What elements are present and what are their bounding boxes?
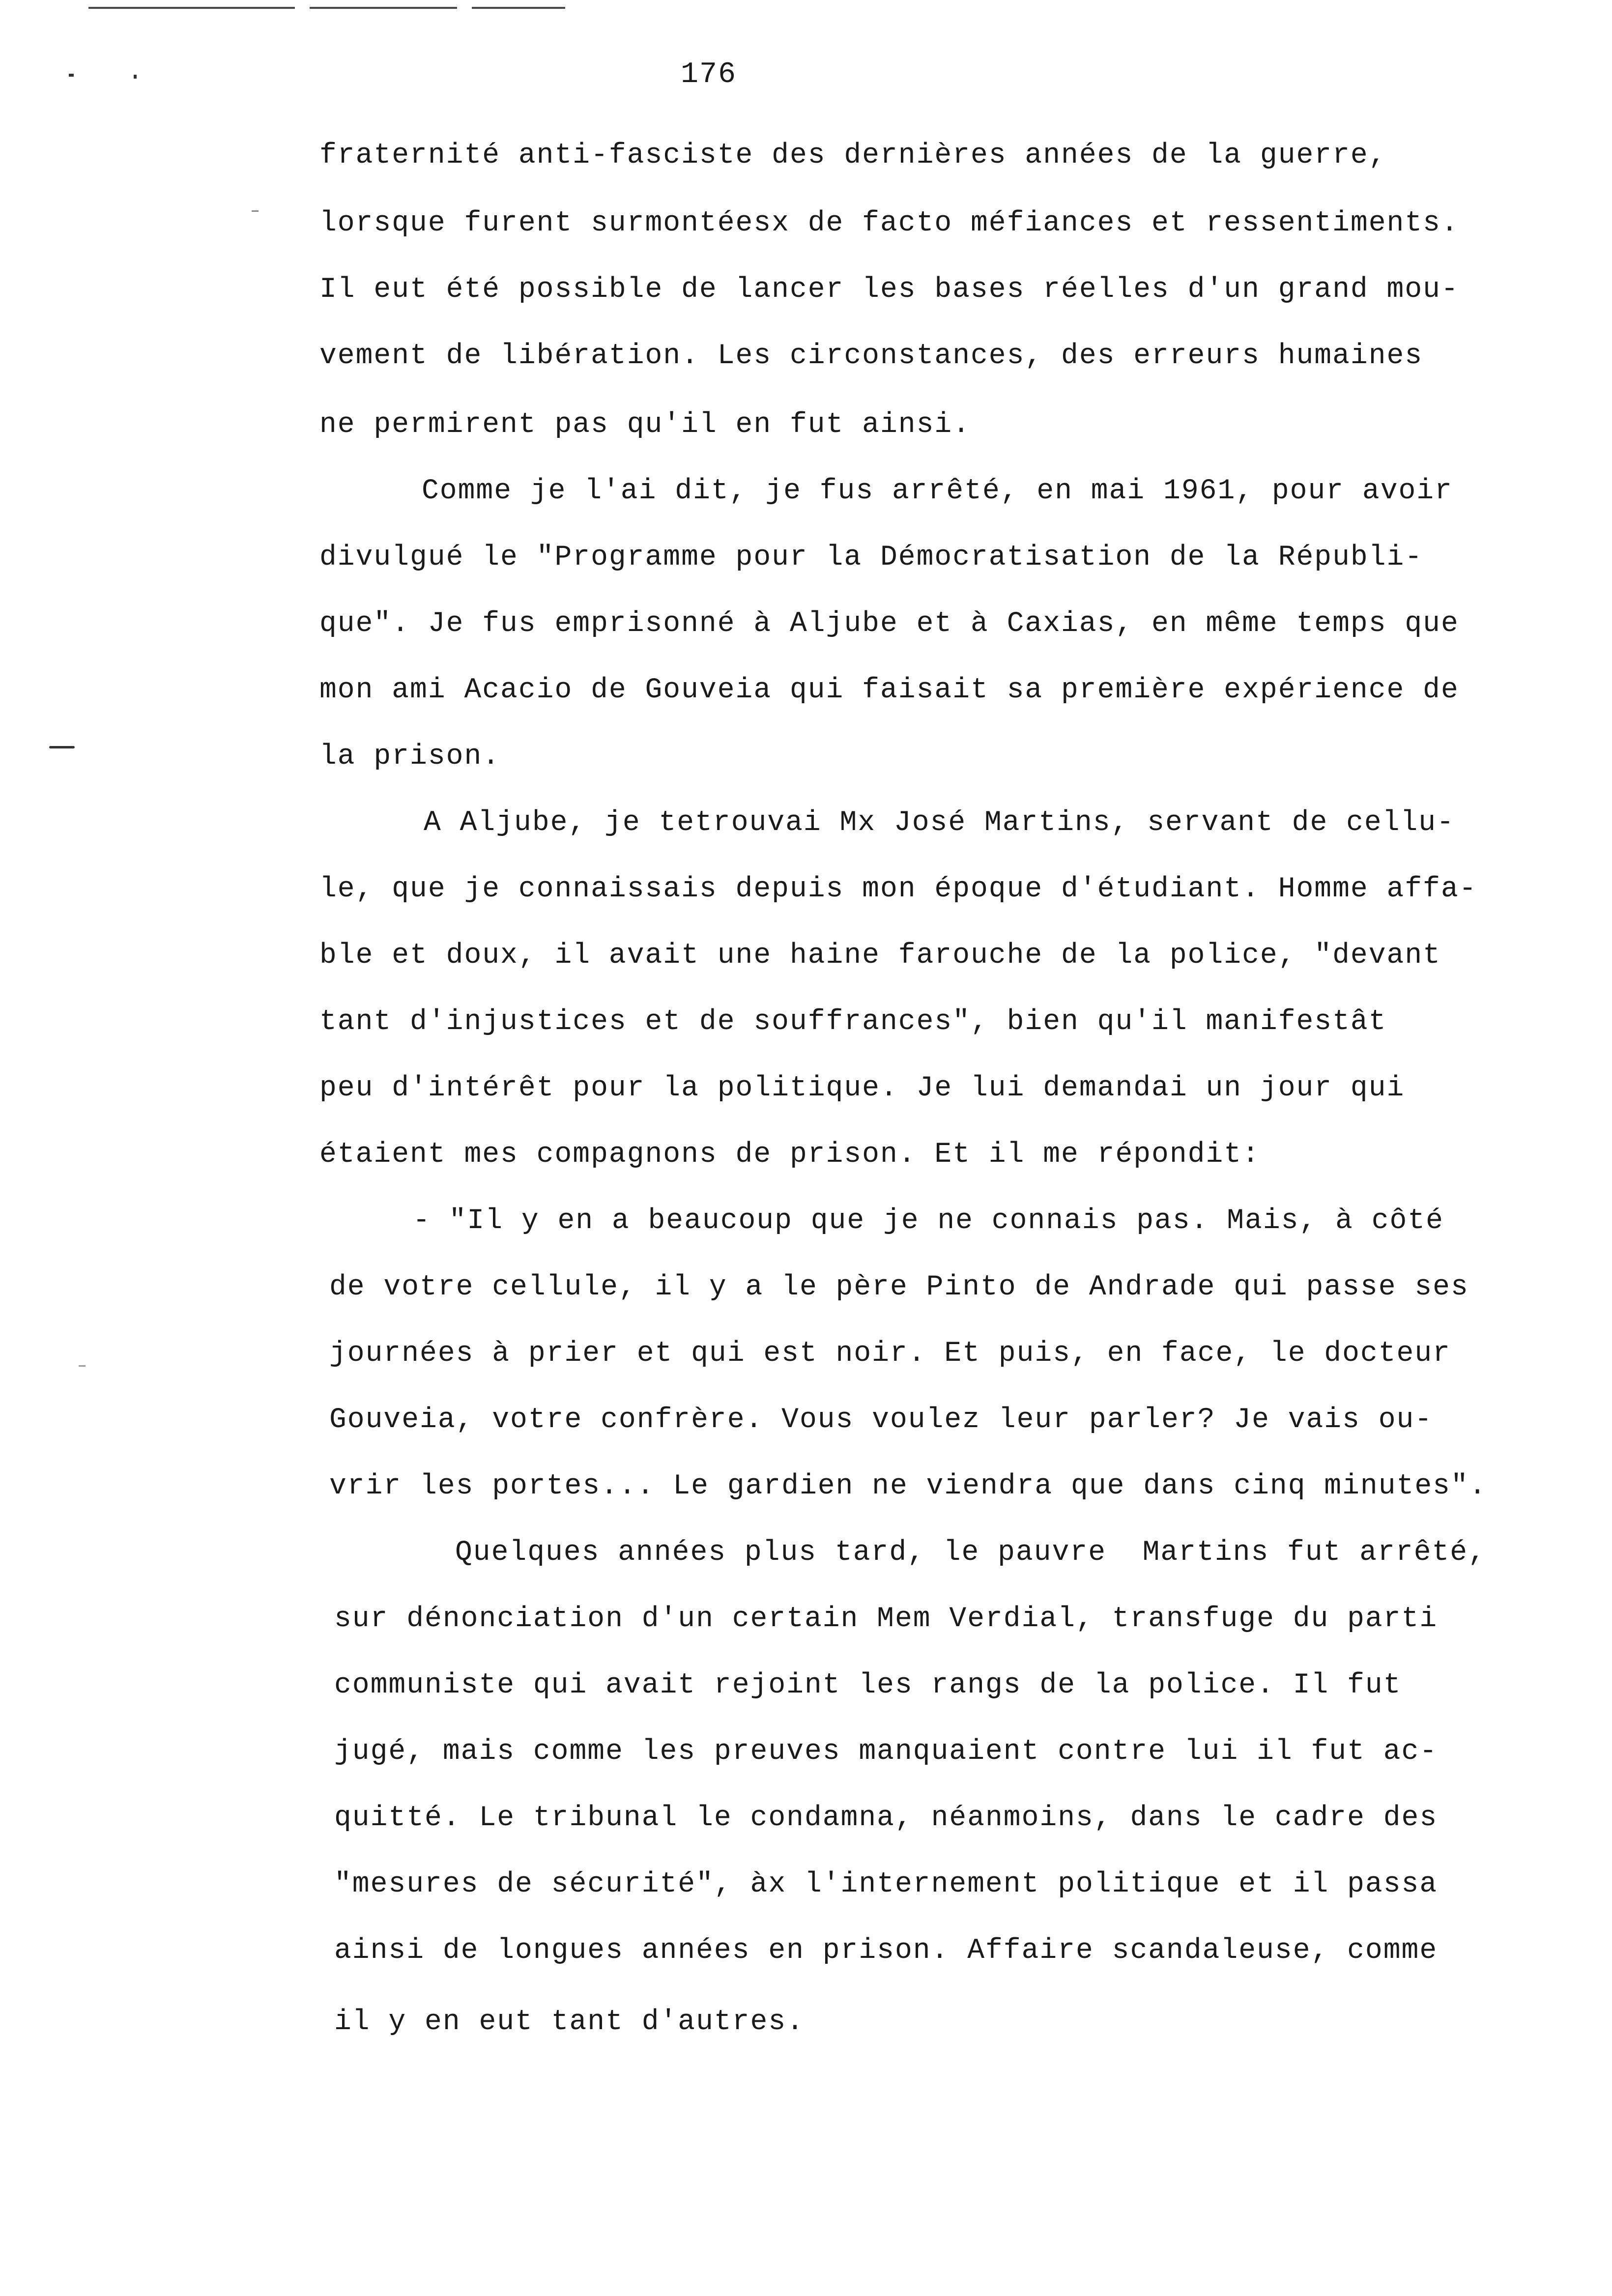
text-line: peu d'intérêt pour la politique. Je lui demandai un jour qui <box>319 1072 1405 1104</box>
text-line: vrir les portes... Le gardien ne viendra que dans cinq minutes". <box>329 1470 1487 1502</box>
text-line: ainsi de longues années en prison. Affaire scandaleuse, comme <box>334 1935 1438 1967</box>
text-line: que". Je fus emprisonné à Aljube et à Caxias, en même temps que <box>319 608 1459 640</box>
margin-mark <box>134 75 137 79</box>
text-line: mon ami Acacio de Gouveia qui faisait sa première expérience de <box>319 674 1459 706</box>
text-line: divulgué le "Programme pour la Démocratisation de la Républi- <box>319 542 1423 574</box>
text-line: ble et doux, il avait une haine farouche de la police, "devant <box>319 940 1441 972</box>
text-line: A Aljube, je tetrouvai Mx José Martins, servant de cellu- <box>424 807 1455 839</box>
text-line: fraternité anti-fasciste des dernières années de la guerre, <box>319 140 1387 172</box>
text-line: vement de libération. Les circonstances, des erreurs humaines <box>319 340 1423 372</box>
text-line: journées à prier et qui est noir. Et puis, en face, le docteur <box>329 1338 1451 1370</box>
top-rule-middle <box>310 7 457 9</box>
text-line: étaient mes compagnons de prison. Et il me répondit: <box>319 1139 1260 1171</box>
text-line: de votre cellule, il y a le père Pinto de Andrade qui passe ses <box>329 1271 1469 1303</box>
text-line: "mesures de sécurité", àx l'internement politique et il passa <box>334 1868 1438 1900</box>
margin-mark <box>79 1365 86 1367</box>
text-line: Gouveia, votre confrère. Vous voulez leur parler? Je vais ou- <box>329 1404 1433 1436</box>
text-line: ne permirent pas qu'il en fut ainsi. <box>319 409 971 441</box>
text-line: lorsque furent surmontéesx de facto méfiances et ressentiments. <box>319 207 1459 239</box>
text-line: le, que je connaissais depuis mon époque d'étudiant. Homme affa- <box>319 873 1477 905</box>
text-line: sur dénonciation d'un certain Mem Verdial, transfuge du parti <box>334 1603 1438 1635</box>
text-line: Il eut été possible de lancer les bases réelles d'un grand mou- <box>319 274 1459 306</box>
text-line: jugé, mais comme les preuves manquaient contre lui il fut ac- <box>334 1736 1438 1768</box>
text-line: tant d'injustices et de souffrances", bien qu'il manifestât <box>319 1006 1387 1038</box>
margin-mark <box>252 210 259 212</box>
text-line: la prison. <box>319 741 501 773</box>
margin-mark <box>49 746 75 748</box>
top-rule-left <box>88 7 295 9</box>
page-number: 176 <box>681 58 737 91</box>
text-line: - "Il y en a beaucoup que je ne connais pas. Mais, à côté <box>413 1205 1444 1237</box>
margin-mark <box>69 74 74 77</box>
text-line: Quelques années plus tard, le pauvre Martins fut arrêté, <box>455 1537 1486 1569</box>
text-line: Comme je l'ai dit, je fus arrêté, en mai 1961, pour avoir <box>422 475 1453 507</box>
text-line: il y en eut tant d'autres. <box>334 2006 805 2038</box>
top-rule-right <box>472 7 565 9</box>
text-line: quitté. Le tribunal le condamna, néanmoins, dans le cadre des <box>334 1802 1438 1834</box>
text-line: communiste qui avait rejoint les rangs de la police. Il fut <box>334 1669 1402 1701</box>
